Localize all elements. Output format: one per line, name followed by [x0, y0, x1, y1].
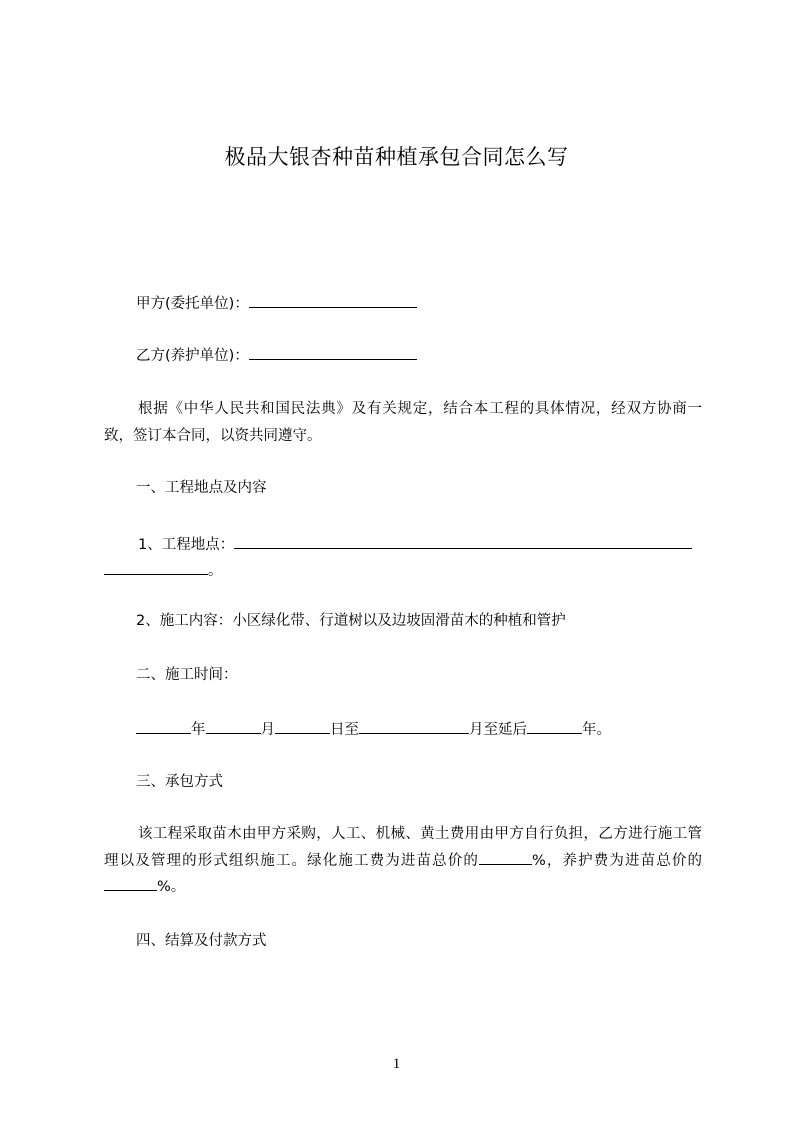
month-label-1: 月	[260, 722, 275, 738]
party-b-blank	[249, 344, 417, 360]
construction-time-line	[136, 718, 611, 740]
year-label-1: 年	[191, 722, 206, 738]
day-label: 日至	[330, 722, 359, 738]
section-3-heading: 三、承包方式	[136, 774, 223, 790]
location-blank-1	[234, 533, 692, 549]
month-blank-1	[206, 718, 261, 734]
party-a-label: 甲方(委托单位)：	[136, 296, 249, 312]
construction-fee-blank	[479, 849, 532, 865]
party-a-line	[136, 292, 417, 314]
page-number: 1	[392, 1056, 401, 1072]
year-blank-2	[527, 718, 582, 734]
item-1-line	[138, 533, 692, 555]
year-label-2: 年。	[582, 722, 611, 738]
section-3-text-3: %。	[157, 879, 186, 895]
item-1-continuation	[104, 559, 223, 581]
section-1-heading: 一、工程地点及内容	[136, 480, 267, 496]
document-title: 极品大银杏种苗种植承包合同怎么写	[224, 145, 569, 169]
preamble-paragraph: 根据《中华人民共和国民法典》及有关规定，结合本工程的具体情况，经双方协商一致，签订本合同，以资共同遵守。	[104, 401, 702, 444]
party-b-line	[136, 344, 417, 366]
item-2-line: 2、施工内容：小区绿化带、行道树以及边坡固滑苗木的种植和管护	[136, 613, 566, 629]
item-1-end: 。	[208, 563, 223, 579]
year-blank-1	[136, 718, 191, 734]
section-3-text-2: %，养护费为进苗总价的	[531, 852, 703, 869]
party-a-blank	[249, 292, 417, 308]
month-label-2: 月至延后	[469, 722, 527, 738]
section-2-heading: 二、施工时间：	[136, 667, 238, 683]
section-4-heading: 四、结算及付款方式	[136, 933, 267, 949]
section-3-paragraph	[104, 821, 702, 901]
party-b-label: 乙方(养护单位)：	[136, 348, 249, 364]
section-3-text-1: 该工程采取苗木由甲方采购，人工、机械、黄土费用由甲方自行负担，乙方进行施工管理以及管理的形式组织施工。绿化施工费为进苗总价的	[104, 826, 702, 869]
maintenance-fee-blank	[104, 875, 157, 891]
month-blank-2	[359, 718, 469, 734]
location-blank-2	[104, 559, 208, 575]
item-1-label: 1、工程地点：	[138, 537, 235, 553]
day-blank	[275, 718, 330, 734]
